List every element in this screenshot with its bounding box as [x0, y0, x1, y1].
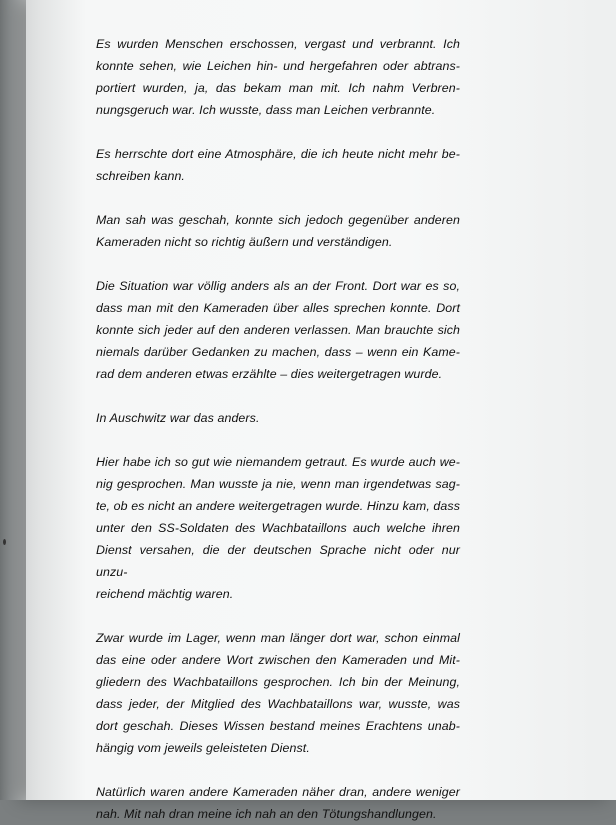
paragraph-8 [96, 781, 460, 825]
page-edge-mark [3, 539, 6, 545]
paragraph-3-line-2: Kameraden nicht so richtig äußern und verständigen. [96, 235, 393, 249]
paragraph-1-line-4: nungsgeruch war. Ich wusste, dass man Leichen verbrannte. [96, 103, 436, 117]
paragraph-4 [96, 275, 460, 385]
paragraph-7 [96, 627, 460, 759]
paragraph-7-line-2: das eine oder andere Wort zwischen den Kameraden und Mit- [96, 653, 460, 667]
paragraph-7-line-6: hängig vom jeweils geleisteten Dienst. [96, 741, 310, 755]
paragraph-3-line-1: Man sah was geschah, konnte sich jedoch gegenüber anderen [96, 213, 460, 227]
paragraph-1-line-3: portiert wurden, ja, das bekam man mit. Ich nahm Verbren- [96, 81, 460, 95]
paragraph-6-line-5: Dienst versahen, die der deutschen Sprache nicht oder nur unzu- [96, 543, 460, 579]
paragraph-4-line-4: niemals darüber Gedanken zu machen, dass – wenn ein Kame- [96, 345, 460, 359]
paragraph-2 [96, 143, 460, 187]
paragraph-4-line-3: konnte sich jeder auf den anderen verlassen. Man brauchte sich [96, 323, 460, 337]
paragraph-7-line-3: gliedern des Wachbataillons gesprochen. Ich bin der Meinung, [96, 675, 460, 689]
paragraph-6-line-3: te, ob es nicht an andere weitergetragen wurde. Hinzu kam, dass [96, 499, 460, 513]
paragraph-2-line-1: Es herrschte dort eine Atmosphäre, die ich heute nicht mehr be- [96, 147, 460, 161]
paragraph-2-line-2: schreiben kann. [96, 169, 185, 183]
paragraph-8-line-1: Natürlich waren andere Kameraden näher dran, andere weniger [96, 785, 460, 799]
paragraph-6-line-1: Hier habe ich so gut wie niemandem getraut. Es wurde auch we- [96, 455, 460, 469]
paragraph-6-line-4: unter den SS-Soldaten des Wachbataillons auch welche ihren [96, 521, 460, 535]
paragraph-5 [96, 407, 460, 429]
paragraph-8-line-2: nah. Mit nah dran meine ich nah an den Tötungshandlungen. [96, 807, 437, 821]
paragraph-1 [96, 33, 460, 121]
paragraph-4-line-5: rad dem anderen etwas erzählte – dies weitergetragen wurde. [96, 367, 443, 381]
paragraph-6-line-2: nig gesprochen. Man wusste ja nie, wenn man irgendetwas sag- [96, 477, 460, 491]
paragraph-7-line-4: dass jeder, der Mitglied des Wachbataillons war, wusste, was [96, 697, 460, 711]
paragraph-4-line-2: dass man mit den Kameraden über alles sprechen konnte. Dort [96, 301, 460, 315]
paragraph-6-line-6: reichend mächtig waren. [96, 587, 234, 601]
paragraph-4-line-1: Die Situation war völlig anders als an der Front. Dort war es so, [96, 279, 460, 293]
paragraph-5-line-1: In Auschwitz war das anders. [96, 411, 260, 425]
paragraph-7-line-1: Zwar wurde im Lager, wenn man länger dort war, schon einmal [96, 631, 460, 645]
paragraph-7-line-5: dort geschah. Dieses Wissen bestand meines Erachtens unab- [96, 719, 460, 733]
paragraph-3 [96, 209, 460, 253]
paragraph-6 [96, 451, 460, 605]
document-text [96, 33, 460, 825]
paragraph-1-line-1: Es wurden Menschen erschossen, vergast und verbrannt. Ich [96, 37, 460, 51]
paragraph-1-line-2: konnte sehen, wie Leichen hin- und hergefahren oder abtrans- [96, 59, 460, 73]
